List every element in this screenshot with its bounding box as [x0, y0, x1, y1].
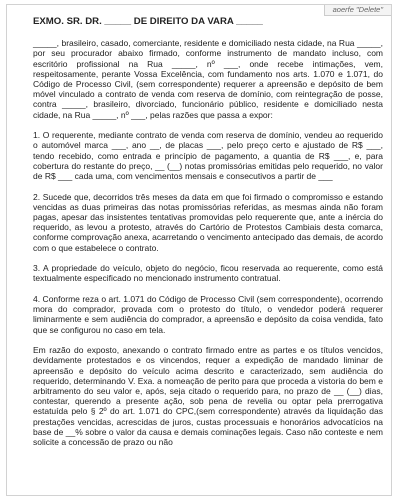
document-body [33, 17, 383, 458]
document-title: EXMO. SR. DR. _____ DE DIREITO DA VARA _____ [33, 16, 263, 27]
paragraph-4: 4. Conforme reza o art. 1.071 do Código de Processo Civil (sem correspondente), ocorrendo mora do comprador, provada com o protesto do título, o vendedor poderá requerer liminarmente e sem audiência do comprador, a apreensão e depósito da coisa vendida, fato que se configurou no caso em tela. [33, 294, 383, 335]
delete-tag: aoerfe "Delete" [324, 5, 391, 16]
document-page [6, 4, 392, 496]
paragraph-request: Em razão do exposto, anexando o contrato firmado entre as partes e os títulos vencidos, devidamente protestados e os vincendos, requer a expedição de mandado liminar de apreensão e depósito do veículo acima descrito e caracterizado, sem audiência do requerido, determinando V. Exa. a nomeação de perito para que proceda a vistoria do bem e arbitramento do seu valor e, após, seja citado o requerido para, no prazo de __ (__) dias, contestar, querendo a presente ação, sob pena de revelia ou optar pela prerrogativa estatuída pelo § 2º do art. 1.071 do CPC,(sem correspondente) através da liquidação das prestações vencidas, acrescidas de juros, custas processuais e honorários advocatícios na base de __% sobre o valor da causa e demais cominações legais. Caso não conteste e nem solicite a concessão de prazo ou não [33, 345, 383, 448]
paragraph-intro: _____, brasileiro, casado, comerciante, residente e domiciliado nesta cidade, na Rua _____, por seu procurador abaixo firmado, conforme instrumento de mandato incluso, com escritório profissional na Rua _____, nº ___, onde recebe intimações, vem, respeitosamente, perante Vossa Excelência, com fundamento nos arts. 1.070 e 1.071, do Código de Processo Civil, (sem correspondente) requerer a apreensão e depósito de bem móvel vinculado a contrato de venda com reserva de domínio, com reintegração de posse, contra _____, brasileiro, divorciado, funcionário público, residente e domiciliado nesta cidade, na Rua _____, nº ___, pelas razões que passa a expor: [33, 38, 383, 120]
paragraph-3: 3. A propriedade do veículo, objeto do negócio, ficou reservada ao requerente, como está textualmente especificado no mencionado instrumento contratual. [33, 263, 383, 284]
paragraph-2: 2. Sucede que, decorridos três meses da data em que foi firmado o compromisso e estando vencidas as duas primeiras das notas promissórias referidas, as mesmas ainda não foram pagas, apesar das insistentes tentativas promovidas pelo requerente que, ante a inércia do requerido, as levou a protesto, através do Cartório de Protestos Cambiais desta comarca, conforme comprovação anexa, acarretando o vencimento antecipado das demais, de acordo com o que estabelece o contrato. [33, 191, 383, 253]
paragraph-1: 1. O requerente, mediante contrato de venda com reserva de domínio, vendeu ao requerido o automóvel marca ___, ano __, de placas ___, pelo preço certo e ajustado de R$ ___, tendo recebido, como entrada e princípio de pagamento, a quantia de R$ ___, e, para cobertura do restante do preço, __ (__) notas promissórias emitidas pelo requerido, no valor de R$ ___ cada uma, com vencimentos mensais e consecutivos a partir de ___ [33, 130, 383, 182]
